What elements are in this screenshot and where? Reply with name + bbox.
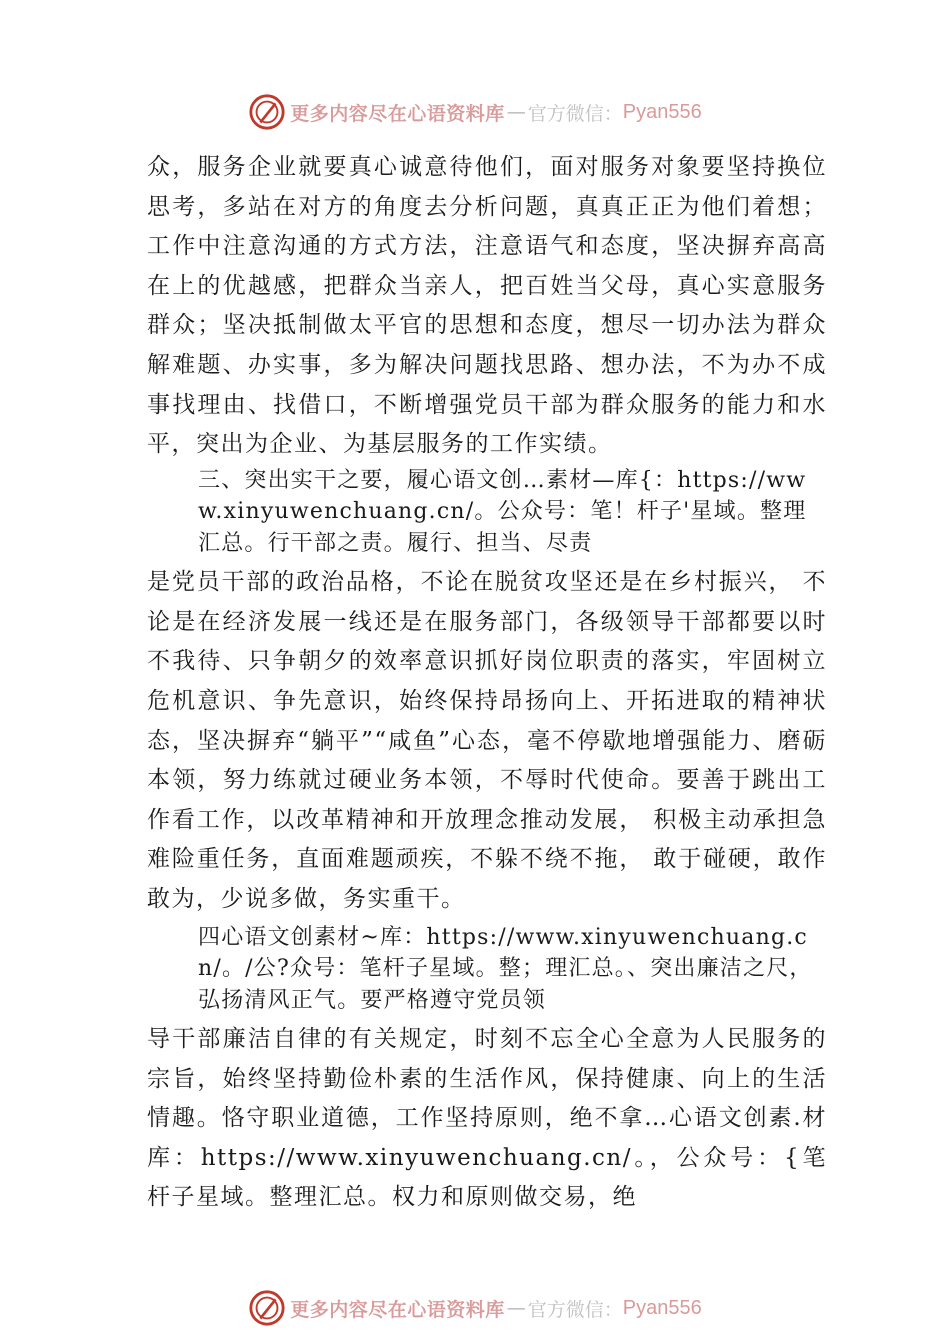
document-body bbox=[147, 148, 827, 1218]
header-brand: 更多内容尽在心语资料库 bbox=[290, 102, 505, 125]
brush-logo-icon bbox=[248, 1289, 286, 1327]
footer-wechat-id: Pyan556 bbox=[622, 1296, 702, 1319]
header-wechat-label: 官方微信： bbox=[527, 102, 623, 125]
footer-brand: 更多内容尽在心语资料库 bbox=[290, 1298, 505, 1321]
section-four-heading: 四心语文创素材~库：https://www.xinyuwenchuang.cn/。/公?众号：笔杆子星域。整；理汇总。、突出廉洁之尺，弘扬清风正气。要严格遵守党员领 bbox=[198, 924, 813, 1013]
paragraph-1: 众，服务企业就要真心诚意待他们，面对服务对象要坚持换位思考，多站在对方的角度去分析问题，真真正正为他们着想；工作中注意沟通的方式方法，注意语气和态度，坚决摒弃高高在上的优越感，把群众当亲人，把百姓当父母，真心实意服务群众；坚决抵制做太平官的思想和态度，想尽一切办法为群众解难题、办实事，多为解决问题找思路、想办法，不为办不成事找理由、找借口，不断增强党员干部为群众服务的能力和水平，突出为企业、为基层服务的工作实绩。 bbox=[147, 154, 827, 458]
section-three-heading: 三、突出实干之要，履心语文创…素材—库{：https://www.xinyuwenchuang.cn/。公众号：笔！杆子'星域。整理汇总。行干部之责。履行、担当、尽责 bbox=[198, 467, 807, 556]
footer-watermark bbox=[0, 1288, 950, 1328]
header-watermark bbox=[0, 92, 950, 132]
paragraph-2: 是党员干部的政治品格，不论在脱贫攻坚还是在乡村振兴， 不论是在经济发展一线还是在服务部门，各级领导干部都要以时不我待、只争朝夕的效率意识抓好岗位职责的落实，牢固树立危机意识、争先意识，始终保持昂扬向上、开拓进取的精神状态，坚决摒弃“躺平”“咸鱼”心态，毫不停歇地增强能力、磨砺本领，努力练就过硬业务本领，不辱时代使命。要善于跳出工作看工作，以改革精神和开放理念推动发展， 积极主动承担急难险重任务，直面难题顽疾，不躲不绕不拖， 敢于碰硬，敢作敢为，少说多做，务实重干。 bbox=[147, 569, 827, 912]
footer-wechat-label: 官方微信： bbox=[527, 1298, 623, 1321]
paragraph-3: 导干部廉洁自律的有关规定，时刻不忘全心全意为人民服务的宗旨，始终坚持勤俭朴素的生活作风，保持健康、向上的生活情趣。恪守职业道德，工作坚持原则，绝不拿…心语文创素.材库：https://www.xinyuwenchuang.cn/。，公众号：{笔杆子星域。整理汇总。权力和原则做交易，绝 bbox=[147, 1026, 827, 1211]
header-separator: — bbox=[506, 101, 526, 123]
footer-separator: — bbox=[506, 1297, 526, 1319]
brush-logo-icon bbox=[248, 93, 286, 131]
header-wechat-id: Pyan556 bbox=[622, 100, 702, 123]
